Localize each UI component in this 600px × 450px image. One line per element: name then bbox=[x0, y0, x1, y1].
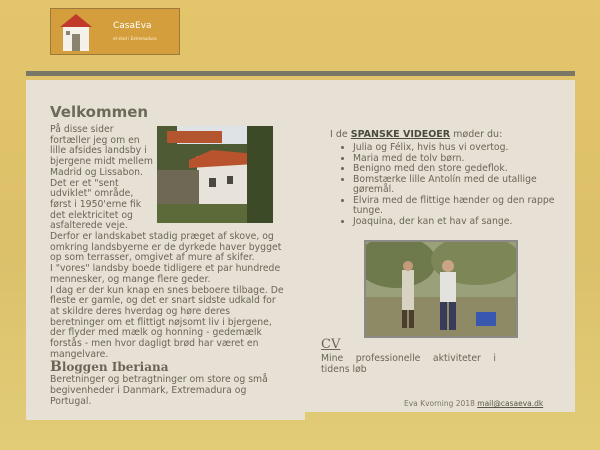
footer bbox=[404, 399, 543, 408]
site-logo[interactable] bbox=[50, 8, 180, 55]
cv-description: Mine professionelle aktiviteter i tidens løb bbox=[321, 353, 496, 375]
cv-link[interactable]: CV bbox=[321, 337, 341, 352]
welcome-intro-narrow: På disse sider fortæller jeg om en lille afsides landsby i bjergene midt mellem Madrid og Lissabon. Det er et "sent udviklet" område, først i 1950'erne fik det elektricitet og asfalterede veje. bbox=[50, 124, 153, 232]
footer-email-link[interactable]: mail@casaeva.dk bbox=[477, 399, 544, 408]
top-divider-bar bbox=[26, 71, 575, 76]
page-title: Velkommen bbox=[50, 103, 149, 121]
welcome-paragraph-2: I "vores" landsby boede tidligere et par hundrede mennesker, og mange flere geder. bbox=[50, 263, 281, 285]
list-item: • Julia og Félix, hvis hus vi overtog. bbox=[353, 143, 578, 154]
videos-intro-prefix: I de bbox=[330, 129, 348, 140]
spanish-videos-link[interactable]: SPANSKE VIDEOER bbox=[350, 129, 451, 140]
logo-brand: CasaEva bbox=[113, 21, 152, 31]
blog-title-rest: loggen Iberiana bbox=[61, 360, 169, 374]
blog-title[interactable] bbox=[50, 359, 169, 375]
welcome-intro-wide: Derfor er landskabet stadig præget af skove, og omkring landsbyerne er de dyrkede haver bygget op som terrasser, omgivet af mure af skifer. bbox=[50, 231, 282, 264]
welcome-paragraph-3: I dag er der kun knap en snes beboere tilbage. De fleste er gamle, og det er snart sidste udkald for at skildre deres hverdag og høre deres beretninger om et flittigt nøjsomt liv i bjergene, der flyder med mælk og honning - gedemælk forstås - men hvor dagligt brød har været en mangelvare. bbox=[50, 284, 284, 360]
footer-copyright: Eva Kvorning 2018 bbox=[404, 399, 475, 408]
house-logo-icon bbox=[59, 12, 93, 52]
videos-intro bbox=[330, 129, 502, 140]
blog-title-initial: B bbox=[50, 359, 62, 375]
content-panel-left-extension bbox=[26, 410, 305, 420]
welcome-text bbox=[50, 125, 285, 360]
videos-intro-suffix: møder du: bbox=[453, 129, 503, 140]
olive-harvest-photo[interactable] bbox=[364, 240, 518, 338]
video-people-list bbox=[341, 143, 578, 227]
list-item: • Elvira med de flittige hænder og den rappe tunge. bbox=[353, 196, 578, 217]
list-item: • Benigno med den store gedeflok. bbox=[353, 164, 578, 175]
blog-description: Beretninger og betragtninger om store og små begivenheder i Danmark, Extremadura og Portugal. bbox=[50, 374, 268, 407]
list-item: • Joaquina, der kan et hav af sange. bbox=[353, 217, 578, 228]
logo-tagline: et sted i Extremadura bbox=[113, 36, 157, 41]
list-item: • Maria med de tolv børn. bbox=[353, 154, 578, 165]
list-item: • Bomstærke lille Antolín med de utallige gøremål. bbox=[353, 175, 578, 196]
